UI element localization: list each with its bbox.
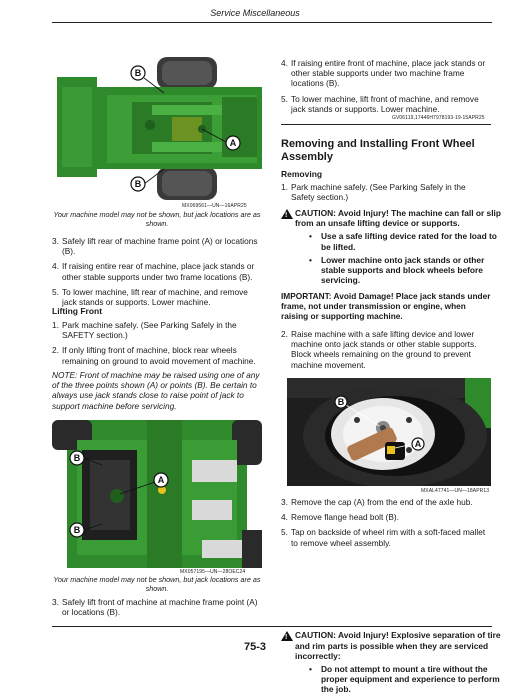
- list-item: 1. Park machine safely. (See Parking Safely in the Safety section.): [281, 182, 466, 203]
- front-jack-points-photo: [52, 420, 262, 568]
- wheel-hub-photo: [287, 378, 491, 486]
- page-number: 75-3: [243, 641, 267, 653]
- list-item: 3. Remove the cap (A) from the end of the axle hub.: [281, 497, 473, 507]
- warning-icon: !: [281, 209, 293, 219]
- rear-jack-points-photo: [52, 57, 262, 200]
- front-lift-steps: [52, 320, 262, 371]
- callout-b-bottom: B: [73, 525, 81, 535]
- important-notice: IMPORTANT: Avoid Damage! Place jack stands under frame, not under transmission or engine, when raising or supporting machine.: [281, 291, 491, 322]
- figure-code: MX069561—UN—16APR25: [182, 203, 247, 209]
- note: NOTE: Front of machine may be raised using one of any of the three points shown (A) or points (B). Be certain to always use jack stands close to raise point of jack to support machine before servicing.: [52, 370, 260, 411]
- callout-b-top: B: [73, 453, 81, 463]
- section-title: Removing and Installing Front Wheel Assembly: [281, 138, 475, 163]
- list-item: 3. Safely lift front of machine at machine frame point (A) or locations (B).: [52, 597, 258, 618]
- subheading-removing: Removing: [281, 169, 323, 179]
- list-item: 5. Tap on backside of wheel rim with a soft-faced mallet to remove wheel assembly.: [281, 527, 486, 548]
- footer-rule: [52, 626, 492, 627]
- raise-steps: [281, 329, 491, 375]
- callout-a: A: [229, 138, 237, 148]
- callout-b-bottom: B: [134, 179, 142, 189]
- list-item: 5. To lower machine, lift rear of machine, and remove jack stands or supports. Lower machine.: [52, 286, 248, 308]
- list-item: 4. Remove flange head bolt (B).: [281, 512, 399, 523]
- warning-icon: !: [281, 631, 293, 641]
- section-rule: [281, 124, 491, 125]
- reference-code: GV06119,17446H7978193-19-15APR25: [392, 115, 485, 121]
- callout-b-top: B: [134, 68, 142, 78]
- list-item: 3. Safely lift rear of machine frame point (A) or locations (B).: [52, 236, 258, 257]
- header-rule: [52, 22, 492, 23]
- caution-text: CAUTION: Avoid Injury! The machine can fall or slip from an unsafe lifting device or supports.: [295, 208, 501, 229]
- wheel-removal-steps: [281, 497, 491, 553]
- running-header: Service Miscellaneous: [210, 8, 300, 18]
- figure-caption: Your machine model may not be shown, but jack locations are as shown.: [53, 210, 261, 228]
- removing-steps: [281, 182, 491, 207]
- callout-a: A: [157, 475, 165, 485]
- rear-lift-steps: [52, 236, 262, 312]
- caution-bullet: • Lower machine onto jack stands or other stable supports and block wheels before servicing.: [309, 254, 485, 286]
- list-item: 5. To lower machine, lift front of machine, and remove jack stands or supports. Lower machine.: [281, 93, 479, 114]
- list-item: 4. If raising entire rear of machine, place jack stands or other stable supports under two frame locations (B).: [52, 261, 255, 282]
- caution-bullet: • Use a safe lifting device rated for the load to be lifted.: [309, 231, 497, 252]
- list-item: 1. Park machine safely. (See Parking Safely in the SAFETY section.): [52, 320, 237, 341]
- front-support-steps: [281, 58, 491, 119]
- list-item: 2. If only lifting front of machine, block rear wheels remaining on ground to avoid movement of machine.: [52, 345, 256, 366]
- figure-code: MXAL47741—UN—18APR13: [421, 488, 490, 494]
- list-item: 2. Raise machine with a safe lifting device and lower machine onto jack stands or other stable supports. Block wheels remaining on the ground to prevent machine movement.: [281, 329, 477, 370]
- figure-code: MX057195—UN—28OEC24: [180, 569, 246, 575]
- callout-a: A: [414, 439, 422, 449]
- caution-box: [281, 208, 505, 285]
- list-item: 4. If raising entire front of machine, place jack stands or other stable supports under two machine frame locations (B).: [281, 58, 486, 89]
- subheading-lifting-front: Lifting Front: [52, 306, 103, 316]
- caution-bullet: • Do not attempt to mount a tire without the proper equipment and experience to perform the job.: [309, 664, 500, 695]
- callout-b: B: [337, 397, 345, 407]
- front-lift-steps-cont: [52, 597, 262, 622]
- figure-caption: Your machine model may not be shown, but jack locations are as shown.: [53, 575, 261, 593]
- caution-text: CAUTION: Avoid Injury! Explosive separation of tire and rim parts is possible when they are serviced incorrectly:: [295, 630, 501, 661]
